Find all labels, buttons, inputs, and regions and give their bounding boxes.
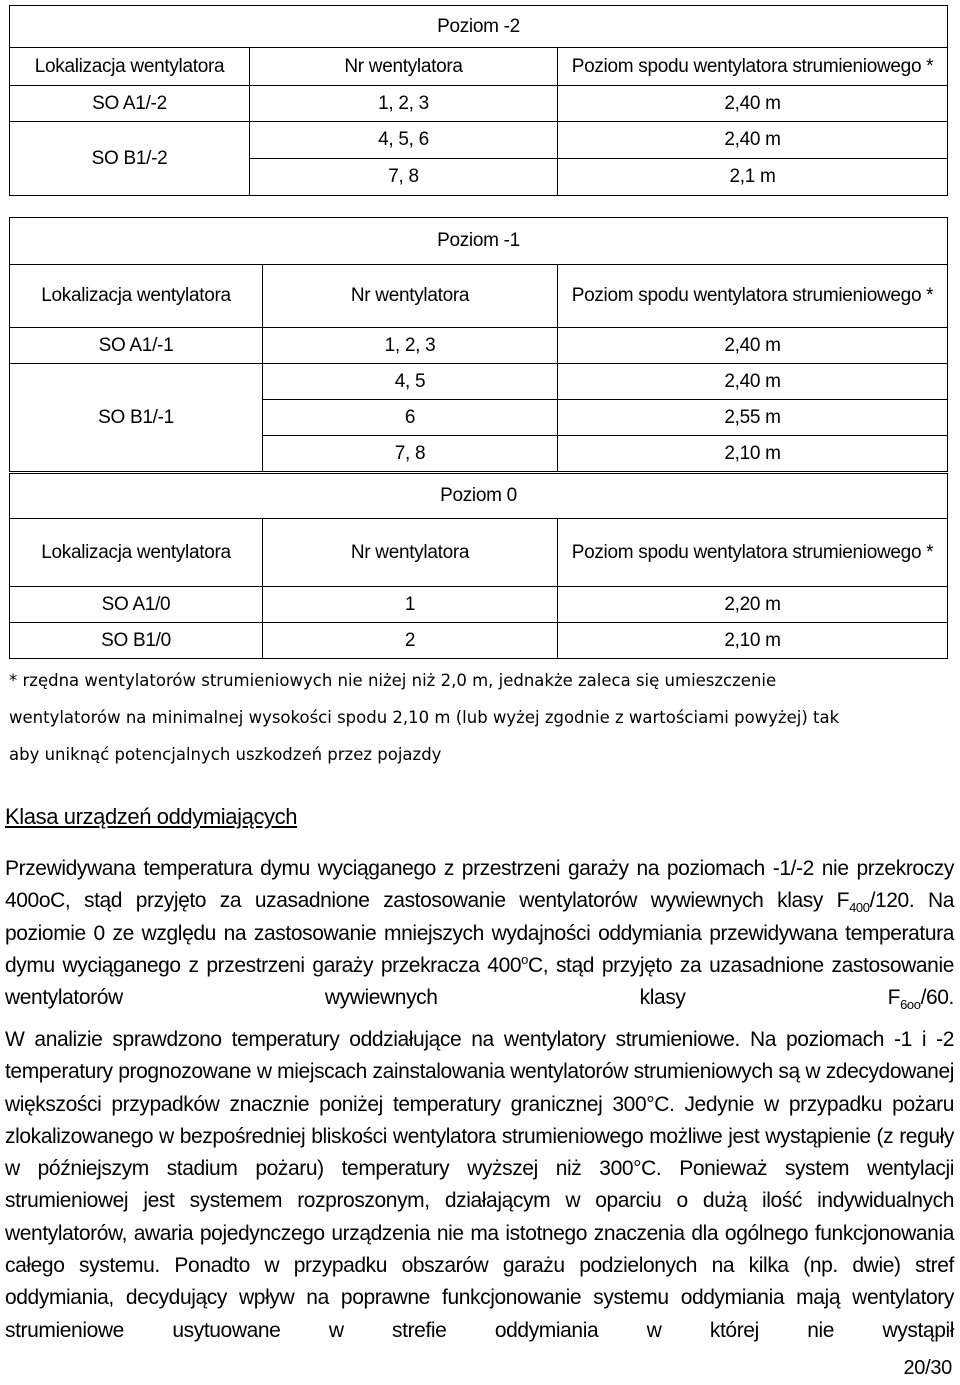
header-height: Poziom spodu wentylatora strumieniowego *	[558, 519, 948, 587]
cell-fans: 2	[263, 623, 558, 659]
subscript: 400	[849, 900, 870, 916]
section-heading: Klasa urządzeń oddymiających	[5, 804, 298, 829]
table-title: Poziom -2	[10, 6, 948, 48]
header-location: Lokalizacja wentylatora	[10, 48, 250, 86]
cell-height: 2,1 m	[558, 159, 948, 196]
cell-fans: 1	[263, 587, 558, 623]
cell-height: 2,20 m	[558, 587, 948, 623]
cell-location: SO A1/-2	[10, 86, 250, 122]
header-height: Poziom spodu wentylatora strumieniowego *	[558, 48, 948, 86]
header-fan-number: Nr wentylatora	[263, 519, 558, 587]
text-run: Przewidywana temperatura dymu wyciąganego z przestrzeni garaży na poziomach -1/-2 nie przekroczy 400oC, stąd przyjęto za uzasadnione zastosowanie wentylatorów wywiewnych klasy F	[5, 857, 954, 913]
cell-height: 2,40 m	[558, 122, 948, 159]
cell-fans: 7, 8	[250, 159, 558, 196]
cell-height: 2,40 m	[558, 364, 948, 400]
table-level-minus-2	[9, 5, 948, 196]
cell-fans: 7, 8	[263, 436, 558, 472]
cell-fans: 4, 5	[263, 364, 558, 400]
cell-fans: 1, 2, 3	[263, 328, 558, 364]
subscript: 6oo	[900, 997, 921, 1013]
page-number: 20/30	[903, 1357, 952, 1379]
header-location: Lokalizacja wentylatora	[10, 519, 263, 587]
cell-height: 2,10 m	[558, 436, 948, 472]
cell-location: SO B1/0	[10, 623, 263, 659]
text-run: C, stąd przyjęto za uzasadnione zastosowanie wentylatorów wywiewnych klasy F	[5, 953, 954, 1010]
text-run: /60.	[920, 986, 954, 1010]
cell-location: SO A1/0	[10, 587, 263, 623]
paragraph-smoke-class	[5, 853, 954, 1014]
text-run: /120. Na poziomie 0 ze względu na zastosowanie mniejszych wydajności oddymiania przewidywana temperatura dymu wyciąganego z przestrzeni garaży przekracza 400	[5, 889, 954, 977]
table-title: Poziom -1	[10, 218, 948, 265]
table-level-0	[9, 473, 948, 659]
footnote-line: wentylatorów na minimalnej wysokości spodu 2,10 m (lub wyżej zgodnie z wartościami powyżej) tak	[9, 708, 840, 727]
header-location: Lokalizacja wentylatora	[10, 265, 263, 328]
cell-location: SO B1/-2	[10, 122, 250, 196]
table-level-minus-1	[9, 217, 948, 472]
cell-height: 2,40 m	[558, 86, 948, 122]
paragraph-text: W analizie sprawdzono temperatury oddziałujące na wentylatory strumieniowe. Na poziomach -1 i -2 temperatury prognozowane w miejscach zainstalowania wentylatorów strumieniowych są w zdecydowanej większości przypadków znacznie poniżej temperatury granicznej 300°C. Jedynie w przypadku pożaru zlokalizowanego w bezpośredniej bliskości wentylatora strumieniowego możliwe jest wystąpienie (z reguły w późniejszym stadium pożaru) temperatury wyższej niż 300°C. Ponieważ system wentylacji strumieniowej jest systemem rozproszonym, działającym w oparciu o dużą ilość indywidualnych wentylatorów, awaria pojedynczego urządzenia nie ma istotnego znaczenia dla ogólnego funkcjonowania całego systemu. Ponadto w przypadku obszarów garażu podzielonych na kilka (np. dwie) stref oddymiania, decydujący wpływ na poprawne funkcjonowanie systemu oddymiania mają wentylatory strumieniowe usytuowane w strefie oddymiania w której nie wystąpił	[5, 1028, 954, 1342]
cell-location: SO A1/-1	[10, 328, 263, 364]
cell-height: 2,40 m	[558, 328, 948, 364]
footnote-line: * rzędna wentylatorów strumieniowych nie niżej niż 2,0 m, jednakże zaleca się umieszczenie	[9, 671, 777, 690]
header-height: Poziom spodu wentylatora strumieniowego *	[558, 265, 948, 328]
cell-height: 2,10 m	[558, 623, 948, 659]
superscript: o	[521, 951, 528, 967]
cell-fans: 1, 2, 3	[250, 86, 558, 122]
footnote-line: aby uniknąć potencjalnych uszkodzeń przez pojazdy	[9, 745, 442, 764]
cell-fans: 4, 5, 6	[250, 122, 558, 159]
cell-height: 2,55 m	[558, 400, 948, 436]
header-fan-number: Nr wentylatora	[263, 265, 558, 328]
cell-fans: 6	[263, 400, 558, 436]
cell-location: SO B1/-1	[10, 364, 263, 472]
paragraph-temperature-analysis	[5, 1024, 954, 1347]
table-title: Poziom 0	[10, 474, 948, 519]
header-fan-number: Nr wentylatora	[250, 48, 558, 86]
